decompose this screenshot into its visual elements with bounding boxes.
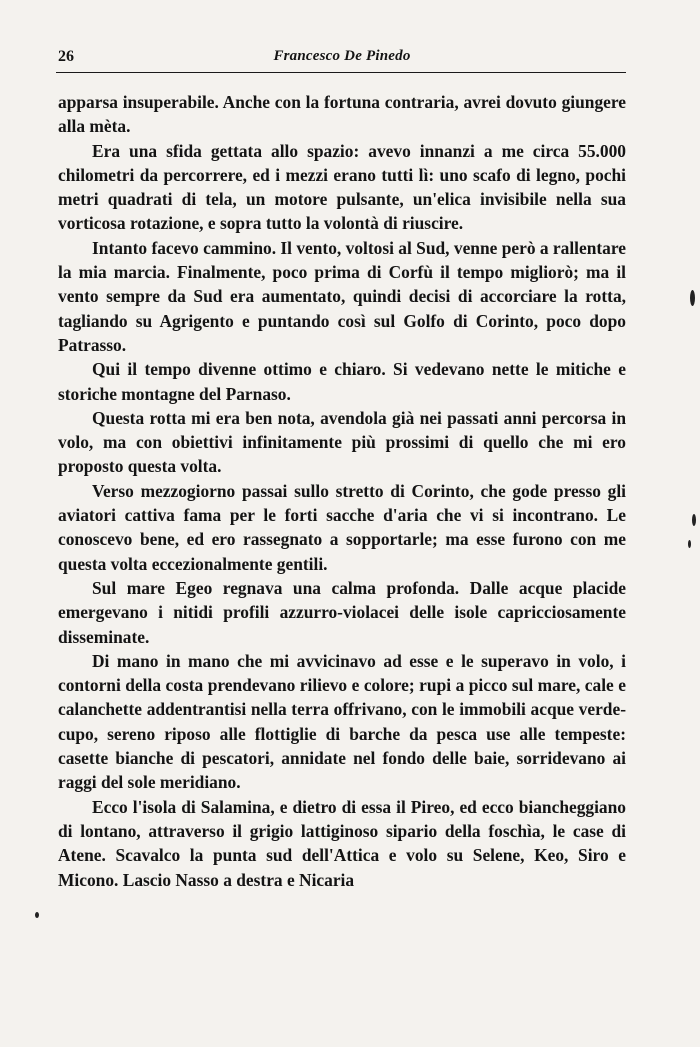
- paragraph: Questa rotta mi era ben nota, avendola già nei passati anni percorsa in volo, ma con obiettivi infinitamente più prossimi di quello che mi ero proposto questa volta.: [58, 407, 626, 477]
- paragraph: Di mano in mano che mi avvicinavo ad esse e le superavo in volo, i contorni della costa prendevano rilievo e colore; rupi a picco sul mare, cale e calanchette addentrantisi nella terra offrivano, con le immobili acque verde-cupo, sereno riposo alle flottiglie di barche da pesca use alle tempeste: casette bianche di pescatori, annidate nel fondo delle baie, sorridevano ai raggi del sole meridiano.: [58, 650, 626, 793]
- page-number: 26: [58, 48, 74, 65]
- page-header: [58, 48, 626, 68]
- paragraph: Era una sfida gettata allo spazio: avevo innanzi a me circa 55.000 chilometri da percorrere, ed i mezzi erano tutti lì: uno scafo di legno, pochi metri quadrati di tela, un motore pulsante, un'elica invisibile nella sua vorticosa rotazione, e sopra tutto la volontà di riuscire.: [58, 140, 626, 234]
- body-text: [58, 90, 626, 892]
- scan-speck: [688, 540, 691, 548]
- scan-speck: [690, 290, 695, 306]
- paragraph: Qui il tempo divenne ottimo e chiaro. Si vedevano nette le mitiche e storiche montagne del Parnaso.: [58, 359, 626, 404]
- running-title: Francesco De Pinedo: [273, 48, 411, 64]
- paragraph: Sul mare Egeo regnava una calma profonda. Dalle acque placide emergevano i nitidi profili azzurro-violacei delle isole capricciosamente disseminate.: [58, 577, 626, 647]
- paragraph: Verso mezzogiorno passai sullo stretto di Corinto, che gode presso gli aviatori cattiva fama per le forti sacche d'aria che vi si incontrano. Le conoscevo bene, ed ero rassegnato a sopportarle; ma esse furono con me questa volta eccezionalmente gentili.: [58, 480, 626, 574]
- scan-speck: [692, 514, 696, 526]
- paragraph: apparsa insuperabile. Anche con la fortuna contraria, avrei dovuto giungere alla mèta.: [58, 92, 626, 137]
- paragraph: Intanto facevo cammino. Il vento, voltosi al Sud, venne però a rallentare la mia marcia. Finalmente, poco prima di Corfù il tempo migliorò; ma il vento sempre da Sud era aumentato, quindi decisi di accorciare la rotta, tagliando su Agrigento e puntando così sul Golfo di Corinto, poco dopo Patrasso.: [58, 237, 626, 355]
- header-rule: [56, 72, 626, 73]
- scan-speck: [35, 912, 39, 918]
- paragraph: Ecco l'isola di Salamina, e dietro di essa il Pireo, ed ecco biancheggiano di lontano, attraverso il grigio lattiginoso sipario della foschìa, le case di Atene. Scavalco la punta sud dell'Attica e volo su Selene, Keo, Siro e Micono. Lascio Nasso a destra e Nicaria: [58, 796, 626, 890]
